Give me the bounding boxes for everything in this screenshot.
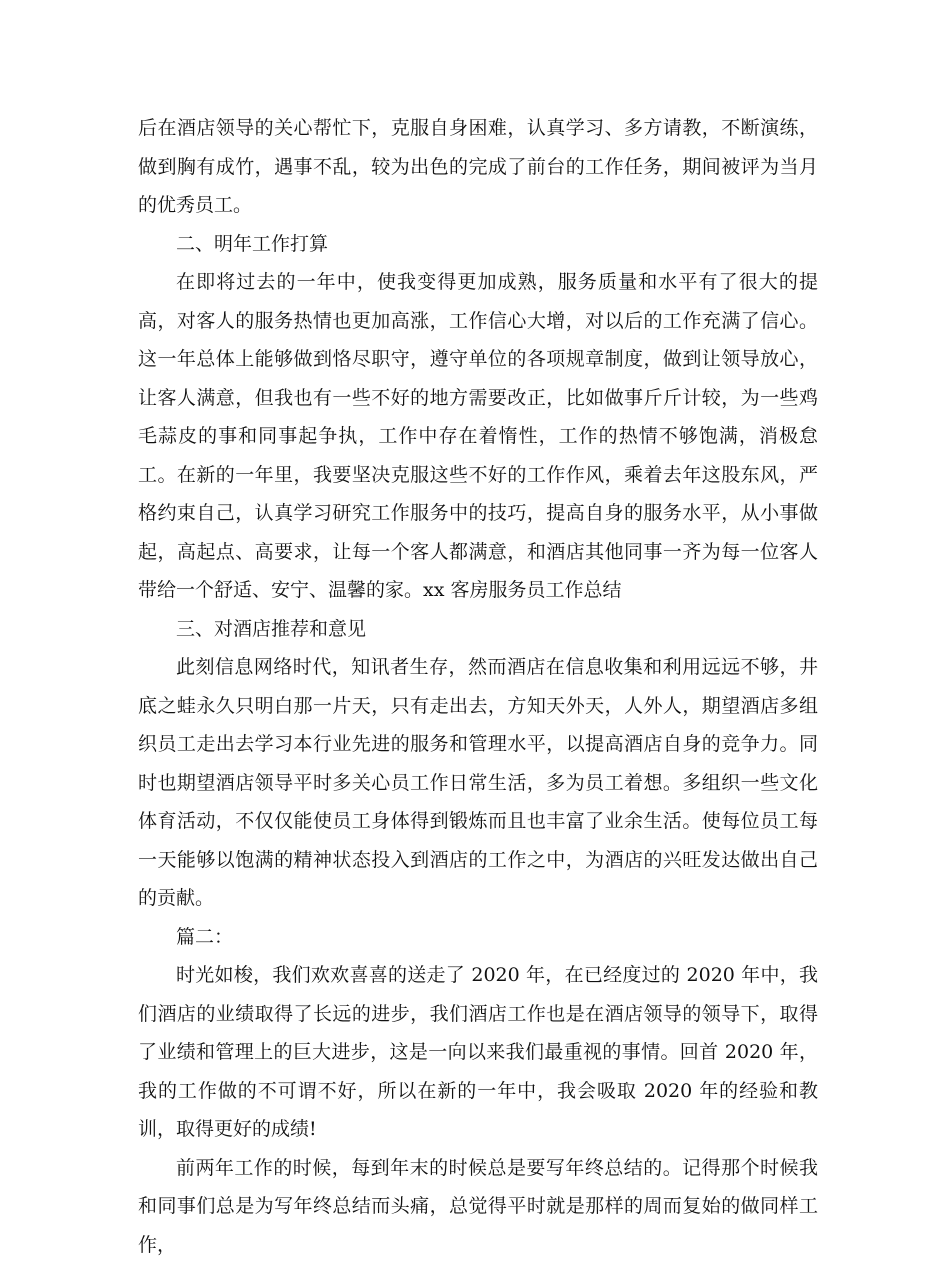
paragraph-3: 此刻信息网络时代，知讯者生存，然而酒店在信息收集和利用远远不够，井底之蛙永久只明白那一片天，只有走出去，方知天外天，人外人，期望酒店多组织员工走出去学习本行业先进的服务和管理水平，以提高酒店自身的竞争力。同时也期望酒店领导平时多关心员工作日常生活，多为员工着想。多组织一些文化体育活动，不仅仅能使员工身体得到锻炼而且也丰富了业余生活。使每位员工每一天能够以饱满的精神状态投入到酒店的工作之中，为酒店的兴旺发达做出自己的贡献。 xyxy=(138,648,818,918)
section-heading-suggestions: 三、对酒店推荐和意见 xyxy=(138,610,818,649)
paragraph-2: 在即将过去的一年中，使我变得更加成熟，服务质量和水平有了很大的提高，对客人的服务热情也更加高涨，工作信心大增，对以后的工作充满了信心。这一年总体上能够做到恪尽职守，遵守单位的各项规章制度，做到让领导放心，让客人满意，但我也有一些不好的地方需要改正，比如做事斤斤计较，为一些鸡毛蒜皮的事和同事起争执，工作中存在着惰性，工作的热情不够饱满，消极怠工。在新的一年里，我要坚决克服这些不好的工作作风，乘着去年这股东风，严格约束自己，认真学习研究工作服务中的技巧，提高自身的服务水平，从小事做起，高起点、高要求，让每一个客人都满意，和酒店其他同事一齐为每一位客人带给一个舒适、安宁、温馨的家。xx 客房服务员工作总结 xyxy=(138,263,818,610)
paragraph-5: 前两年工作的时候，每到年末的时候总是要写年终总结的。记得那个时候我和同事们总是为写年终总结而头痛，总觉得平时就是那样的周而复始的做同样工作， xyxy=(138,1149,818,1264)
paragraph-1: 后在酒店领导的关心帮忙下，克服自身困难，认真学习、多方请教，不断演练，做到胸有成竹，遇事不乱，较为出色的完成了前台的工作任务，期间被评为当月的优秀员工。 xyxy=(138,109,818,225)
document-body xyxy=(138,109,818,1264)
section-heading-next-year-plan: 二、明年工作打算 xyxy=(138,225,818,264)
part-two-heading: 篇二： xyxy=(138,918,818,957)
paragraph-4: 时光如梭，我们欢欢喜喜的送走了 2020 年，在已经度过的 2020 年中，我们酒店的业绩取得了长远的进步，我们酒店工作也是在酒店领导的领导下，取得了业绩和管理上的巨大进步，这是一向以来我们最重视的事情。回首 2020 年，我的工作做的不可谓不好，所以在新的一年中，我会吸取 2020 年的经验和教训，取得更好的成绩! xyxy=(138,956,818,1149)
